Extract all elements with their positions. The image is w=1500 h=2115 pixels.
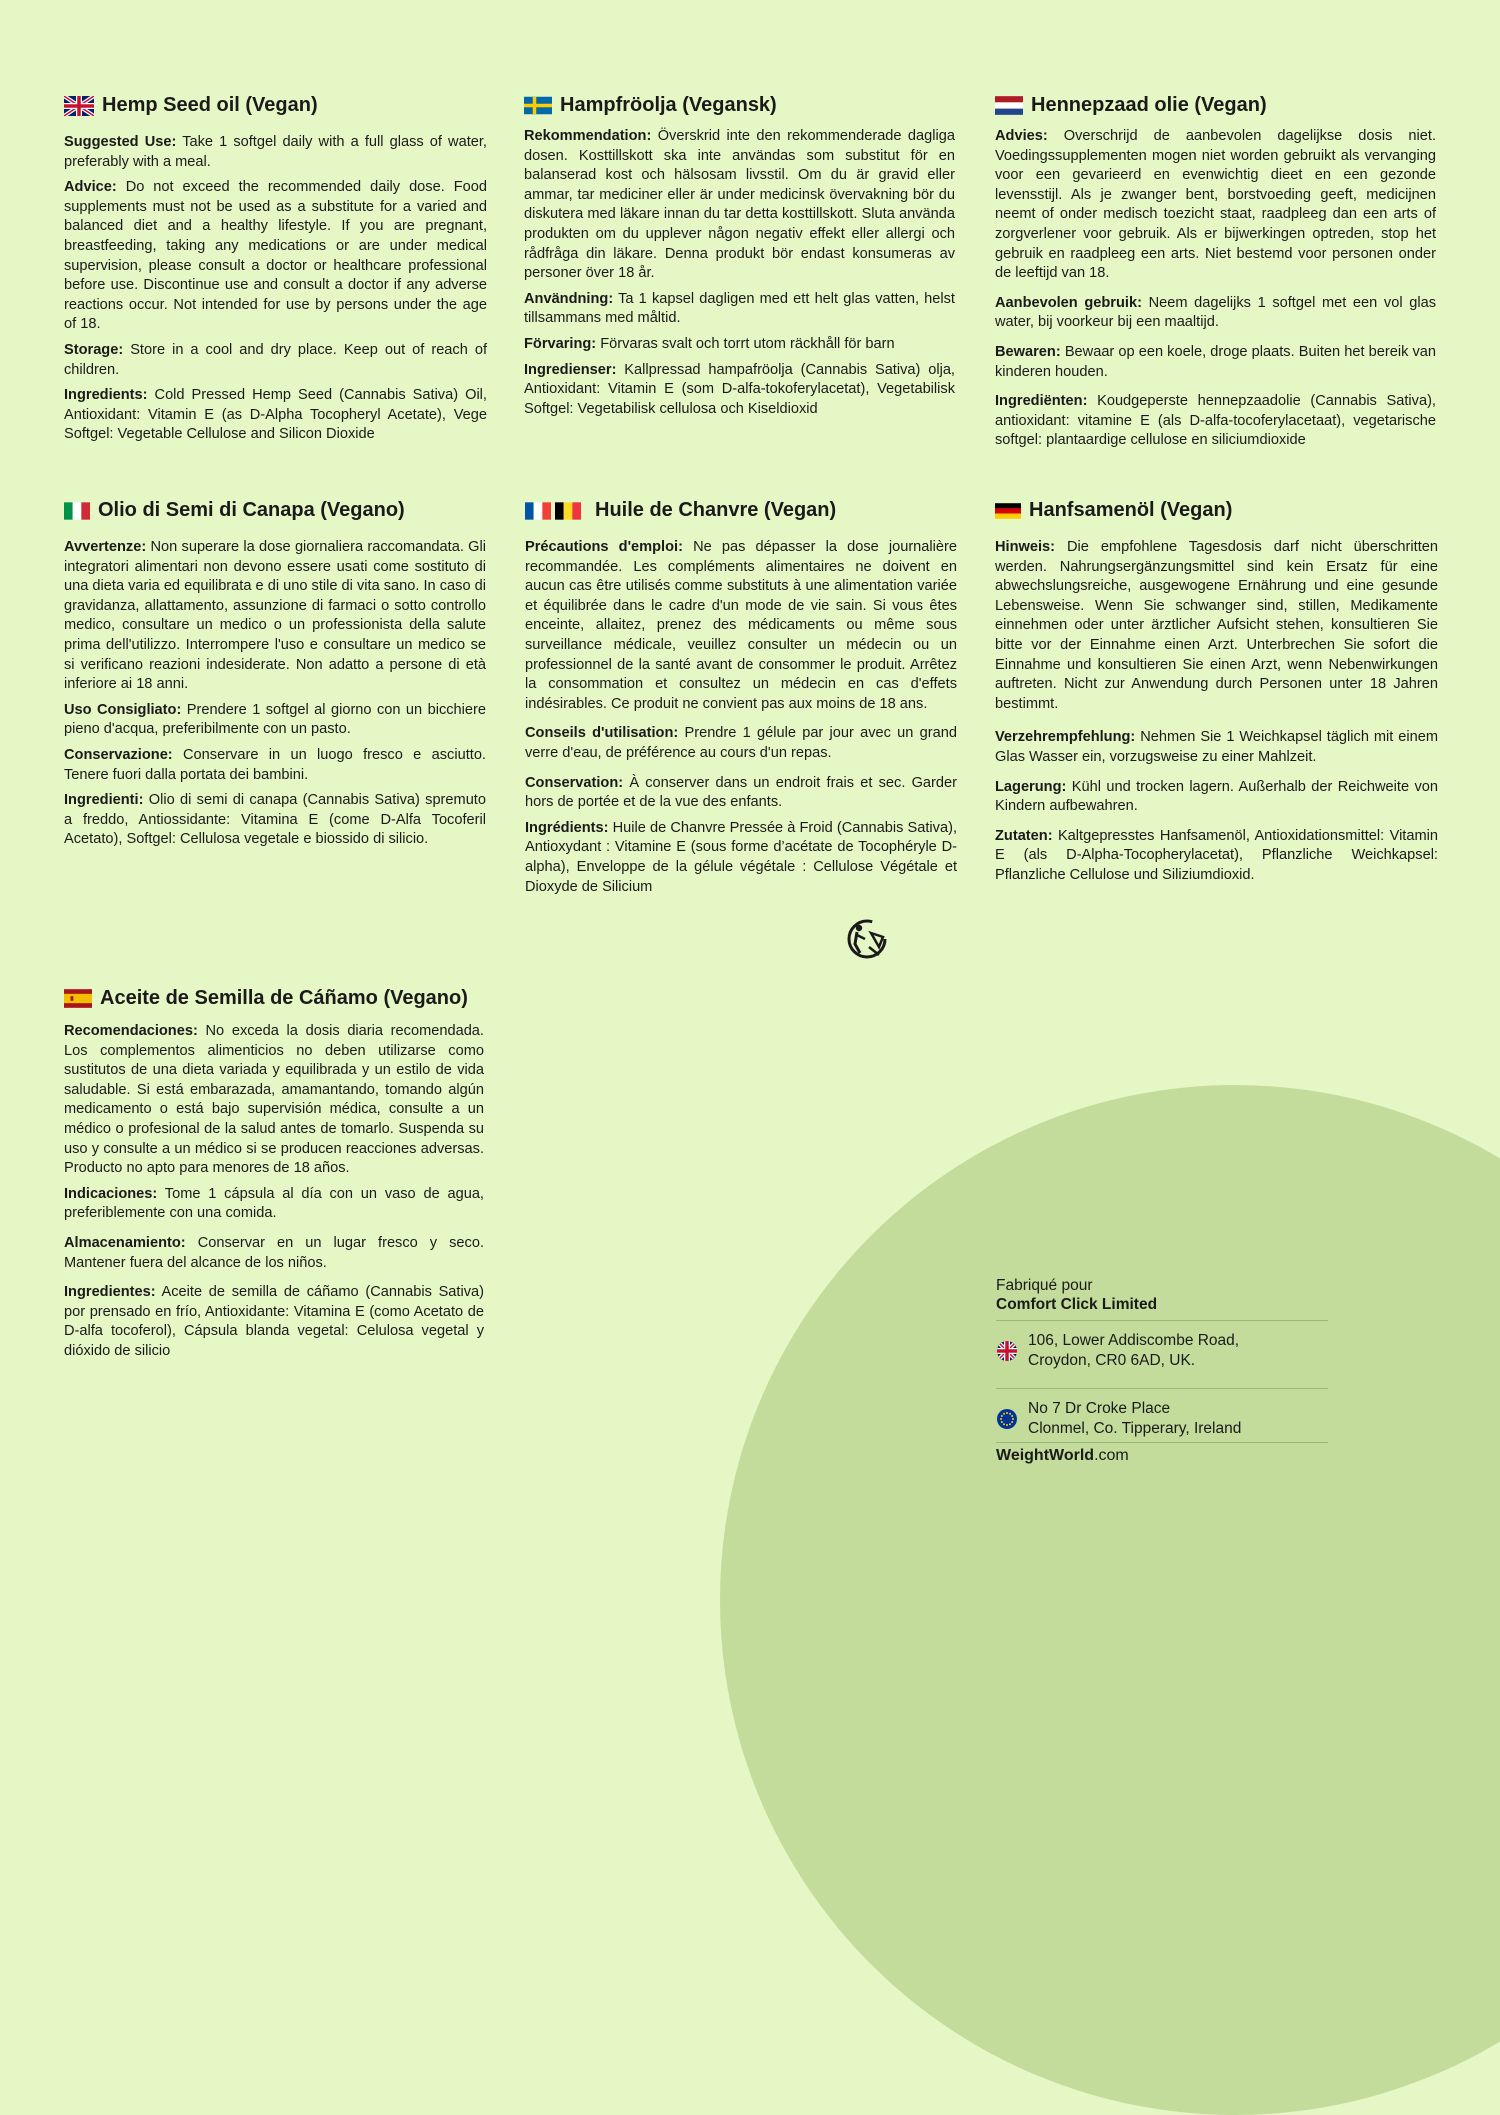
title-text: Hampfröolja (Vegansk) — [560, 94, 777, 116]
text: Cold Pressed Hemp Seed (Cannabis Sativa) Oil, Antioxidant: Vitamin E (as D-Alpha Tocopheryl Acetate), Vege Softgel: Vegetable Cellulose and Silicon Dioxide — [64, 387, 487, 443]
text: Store in a cool and dry place. Keep out of reach of children. — [64, 341, 487, 378]
text: Kaltgepresstes Hanfsamenöl, Antioxidationsmittel: Vitamin E (als D-Alpha-Tocopherylacetat), Pflanzliche Weichkapsel: Pflanzliche Cellulose und Siliziumdioxid. — [995, 827, 1438, 883]
label: Aanbevolen gebruik: — [995, 294, 1142, 311]
sweden-flag-icon — [524, 96, 552, 115]
paragraph — [64, 178, 487, 335]
germany-flag-icon — [995, 502, 1021, 520]
text: Förvaras svalt och torrt utom räckhåll för barn — [600, 335, 895, 352]
label: Storage: — [64, 341, 124, 358]
text: Ne pas dépasser la dose journalière recommandée. Les compléments alimentaires ne doivent en aucun cas être utilisés comme substituts à une alimentation variée et équilibrée dans le cadre d'un mode de vie sain. Si vous êtes enceinte, allaitez, prenez des médicaments ou même sous surveillance médicale, veuillez consulter un médecin ou un professionnel de la santé avant de consommer le produit. Arrêtez la consommation et consultez un médecin en cas d'effets indésirables. Ce produit ne convient pas aux moins de 18 ans. — [525, 539, 957, 712]
text: Ta 1 kapsel dagligen med ett helt glas vatten, helst tillsammans med måltid. — [524, 290, 955, 327]
spain-flag-icon — [64, 989, 92, 1008]
belgium-flag-icon — [555, 502, 581, 520]
paragraph — [64, 1022, 484, 1179]
label: Ingredients: — [64, 387, 148, 404]
label: Lagerung: — [995, 778, 1067, 795]
title-text: Hennepzaad olie (Vegan) — [1031, 94, 1267, 116]
paragraph — [64, 1234, 484, 1273]
label: Ingrediënten: — [995, 393, 1088, 410]
label: Rekommendation: — [524, 128, 652, 144]
label: Ingredienti: — [64, 792, 144, 809]
label: Suggested Use: — [64, 134, 177, 150]
paragraph — [64, 538, 486, 695]
eu-address-line1: No 7 Dr Croke Place — [1028, 1400, 1171, 1417]
text: Neem dagelijks 1 softgel met een vol glas water, bij voorkeur bij een maaltijd. — [995, 294, 1436, 331]
text: Die empfohlene Tagesdosis darf nicht überschritten werden. Nahrungsergänzungsmittel sind kein Ersatz für eine abwechslungsreiche, ausgewogene Ernährung und eine gesunde Lebensweise. Wenn Sie schwanger sind, stillen, Medikamente einnehmen oder unter ärztlicher Aufsicht stehen, konsultieren Sie bitte vor der Einnahme einen Arzt. Unterbrechen Sie sofort die Einnahme und konsultieren Sie einen Arzt, wenn Nebenwirkungen auftreten. Nicht zur Anwendung durch Personen unter 18 Jahren bestimmt. — [995, 539, 1438, 712]
eu-address-row — [996, 1388, 1328, 1442]
paragraph — [525, 819, 957, 897]
paragraph — [995, 778, 1438, 817]
made-for-text: Fabriqué pour — [996, 1277, 1093, 1294]
section-title-italian — [64, 499, 486, 522]
text: Nehmen Sie 1 Weichkapsel täglich mit einem Glas Wasser ein, vorzugsweise zu einer Mahlzeit. — [995, 729, 1438, 765]
label: Conservazione: — [64, 746, 173, 763]
paragraph — [64, 1185, 484, 1224]
text: Överskrid inte den rekommenderade dagliga dosen. Kosttillskott ska inte användas som substitut för en balanserad kost och hälsosam livsstil. Om du är gravid eller ammar, tar mediciner eller är under medicinsk övervakning bör du diskutera med läkare innan du tar detta kosttillskott. Sluta använda produkten om du upplever någon negativ effekt eller allergi och rådfråga din läkare. Denna produkt bör endast konsumeras av personer över 18 år. — [524, 128, 955, 282]
label: Ingredientes: — [64, 1284, 156, 1301]
label: Précautions d'emploi: — [525, 539, 683, 555]
label: Zutaten: — [995, 827, 1053, 844]
text: Conservar en un lugar fresco y seco. Mantener fuera del alcance de los niños. — [64, 1234, 484, 1271]
label: Ingrédients: — [525, 819, 609, 836]
text: Kallpressad hampafröolja (Cannabis Sativa) olja, Antioxidant: Vitamin E (som D-alfa-tokoferylacetat), Vegetabilisk Softgel: Vegetabilisk cellulosa och Kiseldioxid — [524, 361, 955, 417]
paragraph — [524, 361, 955, 420]
uk-flag-icon — [996, 1340, 1018, 1362]
paragraph — [995, 343, 1436, 382]
website — [996, 1442, 1328, 1465]
uk-flag-icon — [64, 96, 94, 116]
company-name: Comfort Click Limited — [996, 1296, 1158, 1313]
paragraph — [995, 127, 1436, 284]
netherlands-flag-icon — [995, 96, 1023, 115]
text: Tome 1 cápsula al día con un vaso de agua, preferiblemente con una comida. — [64, 1185, 484, 1222]
text: Prendere 1 softgel al giorno con un bicchiere pieno d'acqua, preferibilmente con un pasto. — [64, 701, 486, 738]
label: Recomendaciones: — [64, 1023, 198, 1039]
website-brand: WeightWorld — [996, 1447, 1095, 1464]
section-title-dutch — [995, 94, 1436, 117]
label: Verzehrempfehlung: — [995, 729, 1136, 746]
text: Olio di semi di canapa (Cannabis Sativa) spremuto a freddo, Antiossidante: Vitamina E (come D-Alfa Tocoferil Acetato), Softgel: Cellulosa vegetale e biossido di silicio. — [64, 792, 486, 848]
triman-recycle-icon — [845, 917, 891, 961]
text: Non superare la dose giornaliera raccomandata. Gli integratori alimentari non devono essere usati come sostituto di una dieta varia ed equilibrata e di uno stile di vita sano. In caso di gravidanza, allattamento, assunzione di farmaci o sotto controllo medico, consultare un medico o un professionista della salute prima dell'utilizzo. Interrompere l'uso e consultare un medico se si verificano reazioni indesiderate. Non adatto a persone di età inferiore ai 18 anni. — [64, 539, 487, 693]
section-english — [64, 94, 487, 451]
paragraph — [995, 728, 1438, 767]
text: Overschrijd de aanbevolen dagelijkse dosis niet. Voedingssupplementen mogen niet worden gebruikt als vervanging voor een gevarieerd en evenwichtig dieet en een gezonde levensstijl. Als je zwanger bent, borstvoeding geeft, medicijnen neemt of onder medisch toezicht staat, raadpleeg dan een arts of zorgverlener voor gebruik. Als er bijwerkingen optreden, stop het gebruik en raadpleeg een arts. Niet bestemd voor personen onder de leeftijd van 18. — [995, 128, 1437, 282]
eu-address — [1028, 1399, 1241, 1438]
section-italian — [64, 499, 486, 856]
label: Conservation: — [525, 774, 624, 791]
uk-address — [1028, 1331, 1239, 1370]
eu-address-line2: Clonmel, Co. Tipperary, Ireland — [1028, 1419, 1242, 1437]
paragraph — [64, 791, 486, 850]
label: Ingredienser: — [524, 361, 617, 378]
title-text: Olio di Semi di Canapa (Vegano) — [98, 499, 405, 521]
paragraph — [525, 774, 957, 813]
section-swedish — [524, 94, 955, 425]
paragraph — [64, 701, 486, 740]
text: Kühl und trocken lagern. Außerhalb der Reichweite von Kindern aufbewahren. — [995, 778, 1438, 815]
text: Do not exceed the recommended daily dose. Food supplements must not be used as a substitute for a varied and balanced diet and a healthy lifestyle. If you are pregnant, breastfeeding, taking any medications or are under medical supervision, please consult a doctor or healthcare professional before use. Discontinue use and consult a doctor if any adverse reactions occur. Not intended for use by persons under the age of 18. — [64, 179, 487, 333]
section-german — [995, 499, 1438, 892]
text: À conserver dans un endroit frais et sec. Garder hors de portée et de la vue des enfants. — [525, 774, 957, 811]
label: Avvertenze: — [64, 539, 147, 555]
section-title-french — [525, 499, 957, 522]
text: Prendre 1 gélule par jour avec un grand verre d'eau, de préférence au cours d'un repas. — [525, 725, 957, 761]
label: Almacenamiento: — [64, 1234, 186, 1251]
section-dutch — [995, 94, 1436, 457]
paragraph — [524, 290, 955, 329]
paragraph — [525, 724, 957, 763]
section-spanish — [64, 987, 484, 1368]
eu-flag-icon — [996, 1408, 1018, 1430]
title-text: Hanfsamenöl (Vegan) — [1029, 499, 1233, 521]
text: Aceite de semilla de cáñamo (Cannabis Sativa) por prensado en frío, Antioxidante: Vitamina E (como Acetato de D-alfa tocoferol), Cápsula blanda vegetal: Celulosa vegetal y dióxido de silicio — [64, 1284, 484, 1359]
paragraph — [64, 386, 487, 445]
paragraph — [64, 746, 486, 785]
uk-address-line1: 106, Lower Addiscombe Road, — [1028, 1332, 1240, 1349]
background-circle — [720, 1085, 1500, 2115]
manufacturer-footer — [996, 1276, 1328, 1465]
label: Användning: — [524, 290, 614, 307]
paragraph — [995, 392, 1436, 451]
section-title-spanish — [64, 987, 484, 1010]
website-domain: .com — [1094, 1447, 1129, 1464]
paragraph — [525, 538, 957, 714]
label: Bewaren: — [995, 343, 1061, 360]
label: Conseils d'utilisation: — [525, 725, 679, 742]
section-french — [525, 499, 957, 903]
uk-address-line2: Croydon, CR0 6AD, UK. — [1028, 1351, 1196, 1369]
text: Huile de Chanvre Pressée à Froid (Cannabis Sativa), Antioxydant : Vitamine E (sous forme d’acétate de Tocophéryle D-alpha), Enveloppe de la gélule végétale : Cellulose Végétale et Dioxyde de Silicium — [525, 819, 957, 895]
label: Indicaciones: — [64, 1185, 158, 1202]
label: Advies: — [995, 128, 1048, 144]
section-title-english — [64, 94, 487, 117]
text: No exceda la dosis diaria recomendada. Los complementos alimenticios no deben utilizarse como sustitutos de una dieta variada y equilibrada y un estilo de vida saludable. Si está embarazada, amamantando, tomando algún medicamento o está bajo supervisión médica, consulte a un médico o profesional de la salud antes de tomarlo. Suspenda su uso y consulte a un médico si se producen reacciones adversas. Producto no apto para menores de 18 años. — [64, 1023, 484, 1177]
france-flag-icon — [525, 502, 551, 520]
uk-address-row — [996, 1320, 1328, 1374]
text: Conservare in un luogo fresco e asciutto. Tenere fuori dalla portata dei bambini. — [64, 746, 486, 783]
text: Koudgeperste hennepzaadolie (Cannabis Sativa), antioxidant: vitamine E (als D-alfa-tocoferylacetaat), vegetarische softgel: plantaardige cellulose en siliciumdioxide — [995, 393, 1436, 449]
paragraph — [995, 827, 1438, 886]
paragraph — [64, 133, 487, 172]
paragraph — [64, 341, 487, 380]
section-title-german — [995, 499, 1438, 522]
label: Hinweis: — [995, 539, 1056, 555]
section-title-swedish — [524, 94, 955, 117]
title-text: Huile de Chanvre (Vegan) — [595, 499, 837, 521]
text: Take 1 softgel daily with a full glass of water, preferably with a meal. — [64, 134, 487, 170]
italy-flag-icon — [64, 502, 90, 520]
text: Bewaar op een koele, droge plaats. Buiten het bereik van kinderen houden. — [995, 343, 1436, 380]
label: Förvaring: — [524, 335, 597, 352]
paragraph — [524, 335, 955, 355]
label: Advice: — [64, 179, 117, 196]
paragraph — [64, 1283, 484, 1361]
title-text: Aceite de Semilla de Cáñamo (Vegano) — [100, 987, 468, 1009]
paragraph — [995, 294, 1436, 333]
paragraph — [995, 538, 1438, 714]
title-text: Hemp Seed oil (Vegan) — [102, 94, 318, 116]
paragraph — [524, 127, 955, 284]
label: Uso Consigliato: — [64, 701, 182, 718]
